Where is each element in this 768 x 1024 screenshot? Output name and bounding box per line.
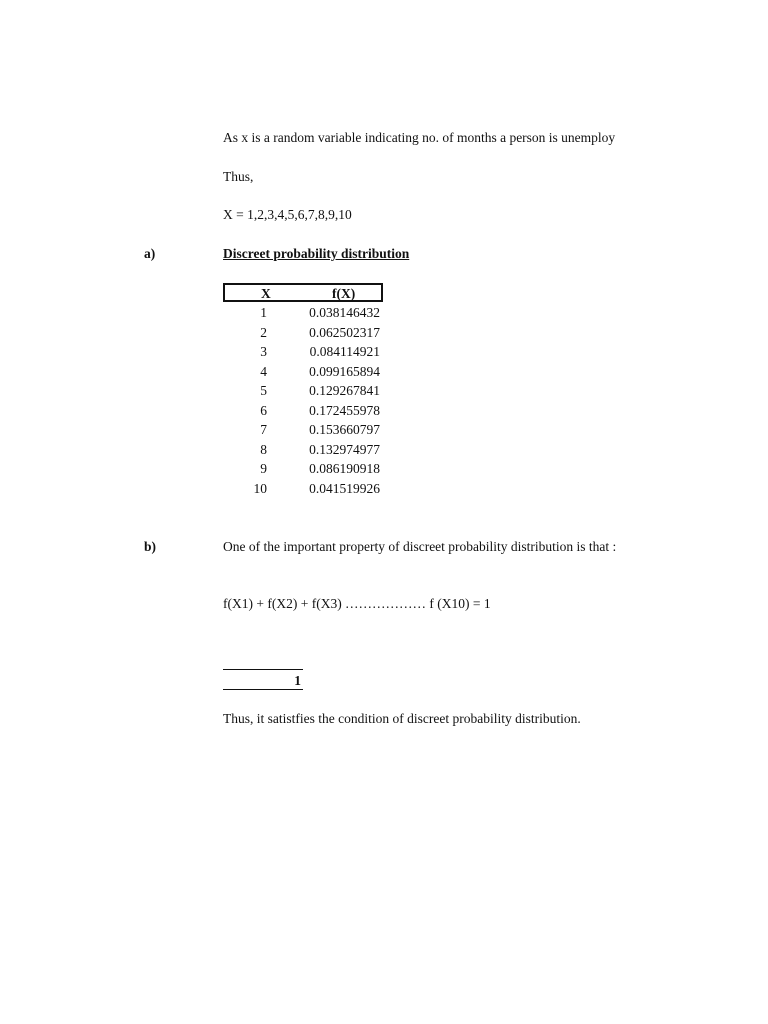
table-cell-x: 4 <box>260 363 267 379</box>
table-cell-fx: 0.038146432 <box>309 305 380 320</box>
table-cell-fx: 0.132974977 <box>309 441 380 457</box>
table-row <box>223 460 383 479</box>
table-cell-x: 8 <box>260 441 267 457</box>
table-row <box>223 304 383 323</box>
sum-line-bottom <box>223 689 303 690</box>
table-cell-fx: 0.062502317 <box>309 324 380 340</box>
table-cell-fx: 0.153660797 <box>309 422 380 437</box>
table-cell-fx: 0.041519926 <box>309 480 380 496</box>
table-row <box>223 441 383 460</box>
table-cell-fx: 0.086190918 <box>309 461 380 476</box>
table-cell-fx: 0.129267841 <box>309 383 380 398</box>
table-row <box>223 343 383 362</box>
table-row <box>223 382 383 401</box>
table-row <box>223 324 383 343</box>
sum-formula: f(X1) + f(X2) + f(X3) ……………… f (X10) = 1 <box>223 596 491 611</box>
table-row <box>223 402 383 421</box>
intro-text: As x is a random variable indicating no. of months a person is unemploy <box>223 130 616 145</box>
thus-text: Thus, <box>223 169 254 184</box>
column-header-x: X <box>261 286 271 301</box>
sum-line-top <box>223 669 303 670</box>
table-cell-x: 2 <box>260 324 267 340</box>
conclusion-text: Thus, it satistfies the condition of discreet probability distribution. <box>223 711 581 726</box>
table-cell-fx: 0.084114921 <box>309 344 380 359</box>
x-values-text: X = 1,2,3,4,5,6,7,8,9,10 <box>223 207 352 222</box>
table-row <box>223 363 383 382</box>
table-cell-x: 3 <box>260 344 267 359</box>
sum-value: 1 <box>294 673 301 688</box>
column-header-fx: f(X) <box>332 286 356 301</box>
table-cell-x: 6 <box>260 402 267 418</box>
table-cell-fx: 0.099165894 <box>309 363 380 379</box>
table-cell-x: 1 <box>260 305 267 320</box>
table-cell-fx: 0.172455978 <box>309 402 380 418</box>
table-row <box>223 421 383 440</box>
table-cell-x: 5 <box>260 383 267 398</box>
table-cell-x: 9 <box>260 461 267 476</box>
section-a-label: a) <box>144 246 156 261</box>
table-row <box>223 480 383 499</box>
table-cell-x: 10 <box>253 480 267 496</box>
table-cell-x: 7 <box>260 422 267 437</box>
property-text: One of the important property of discreet probability distribution is that : <box>223 539 617 554</box>
section-b-label: b) <box>144 539 157 554</box>
section-a-heading: Discreet probability distribution <box>223 246 410 261</box>
table-header <box>223 283 383 302</box>
